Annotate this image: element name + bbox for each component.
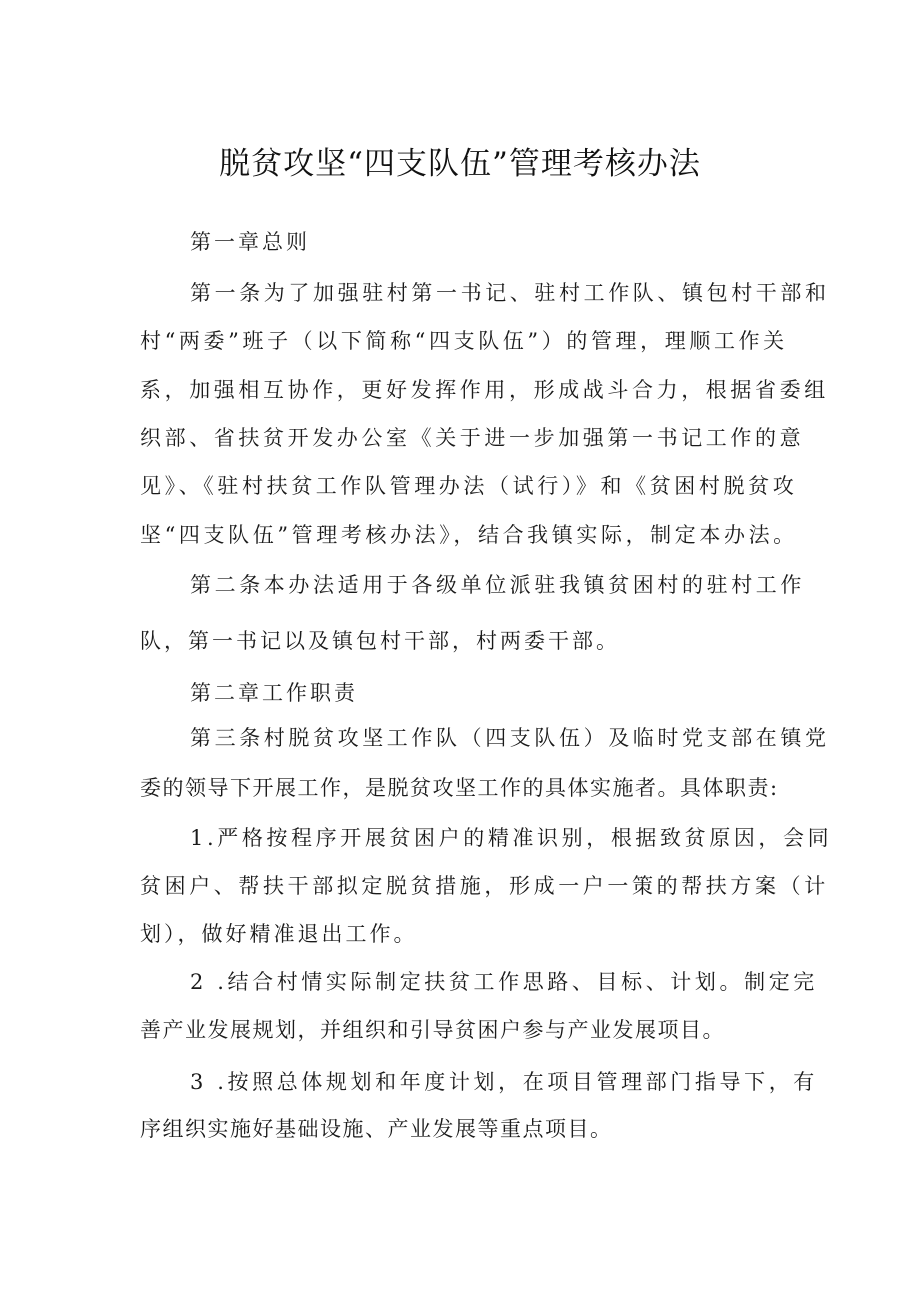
chapter-heading: 第二章工作职责 (190, 681, 358, 705)
chapter-heading: 第一章总则 (190, 230, 310, 254)
paragraph-line: 织部、省扶贫开发办公室《关于进一步加强第一书记工作的意 (140, 426, 805, 450)
paragraph-line: 委的领导下开展工作，是脱贫攻坚工作的具体实施者。具体职责: (140, 776, 779, 800)
list-item-line: 贫困户、帮扶干部拟定脱贫措施，形成一户一策的帮扶方案（计 (140, 874, 829, 898)
paragraph-line: 第二条本办法适用于各级单位派驻我镇贫困村的驻村工作 (190, 573, 805, 597)
list-item-line: 划），做好精准退出工作。 (140, 922, 418, 946)
paragraph-line: 队，第一书记以及镇包村干部，村两委干部。 (140, 629, 620, 653)
document-title: 脱贫攻坚“四支队伍”管理考核办法 (219, 146, 701, 182)
list-item-line: 3 .按照总体规划和年度计划，在项目管理部门指导下，有 (190, 1070, 818, 1094)
list-item-line: 1.严格按程序开展贫困户的精准识别，根据致贫原因，会同 (190, 826, 833, 850)
paragraph-line: 坚“四支队伍”管理考核办法》，结合我镇实际，制定本办法。 (140, 523, 798, 547)
paragraph-line: 见》、《驻村扶贫工作队管理办法（试行）》和《贫困村脱贫攻 (140, 474, 798, 498)
paragraph-line: 系，加强相互协作，更好发挥作用，形成战斗合力，根据省委组 (140, 378, 829, 402)
list-item-line: 2 .结合村情实际制定扶贫工作思路、目标、计划。制定完 (190, 970, 818, 994)
paragraph-line: 第一条为了加强驻村第一书记、驻村工作队、镇包村干部和 (190, 281, 830, 305)
list-item-line: 善产业发展规划，并组织和引导贫困户参与产业发展项目。 (140, 1018, 725, 1042)
paragraph-line: 第三条村脱贫攻坚工作队（四支队伍）及临时党支部在镇党 (190, 726, 830, 750)
paragraph-line: 村“两委”班子（以下简称“四支队伍”）的管理，理顺工作关 (140, 329, 788, 353)
list-item-line: 序组织实施好基础设施、产业发展等重点项目。 (140, 1117, 613, 1141)
